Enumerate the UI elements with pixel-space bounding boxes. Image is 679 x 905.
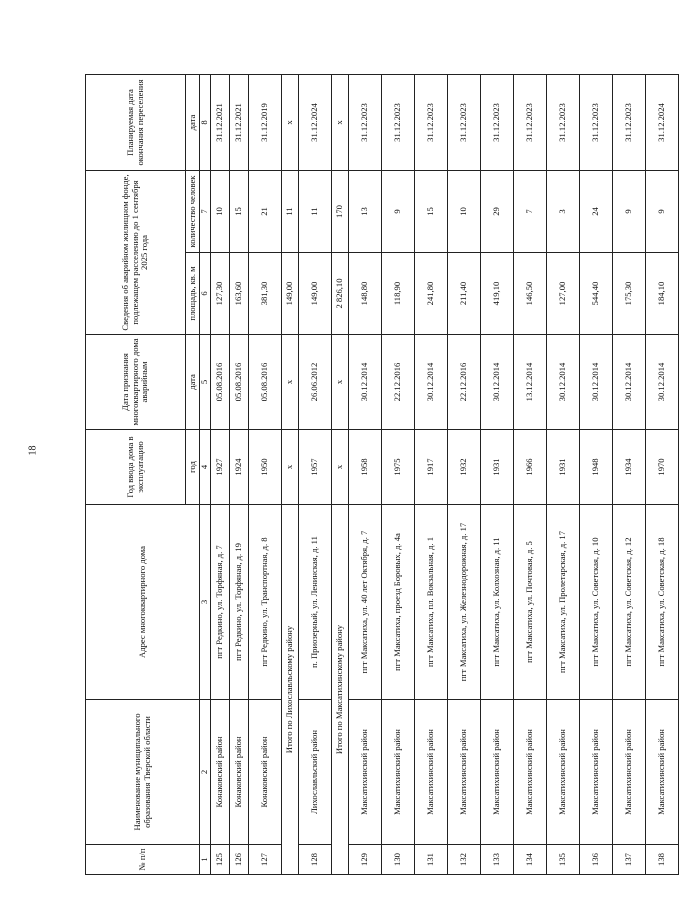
cell-address: пгт Максатиха, ул. Железнодорожная, д. 17 [448, 505, 481, 700]
cell-num: 135 [547, 845, 580, 875]
col-header-recognition: Дата признания многоквартирного дома аварийным [86, 335, 186, 430]
cell-year: 1931 [481, 430, 514, 505]
cell-year: x [332, 430, 349, 505]
column-index: 3 [200, 505, 211, 700]
cell-num: 125 [211, 845, 230, 875]
cell-year: 1932 [448, 430, 481, 505]
cell-area: 163,60 [230, 253, 249, 335]
cell-end: 31.12.2024 [646, 75, 679, 171]
cell-people: 24 [580, 171, 613, 253]
table-row [580, 75, 613, 875]
table-row [349, 75, 382, 875]
cell-people: 9 [613, 171, 646, 253]
cell-area: 146,50 [514, 253, 547, 335]
cell-address: пгт Максатиха, пл. Вокзальная, д. 1 [415, 505, 448, 700]
sub-header-people: количество человек [186, 171, 200, 253]
cell-area: 127,30 [211, 253, 230, 335]
cell-area: 184,10 [646, 253, 679, 335]
cell-people: 11 [299, 171, 332, 253]
cell-people: 15 [230, 171, 249, 253]
page-number: 18 [27, 445, 39, 456]
table-row [646, 75, 679, 875]
cell-people: 21 [249, 171, 282, 253]
table-row [514, 75, 547, 875]
cell-municipality: Максатихинский район [613, 700, 646, 845]
cell-year: 1957 [299, 430, 332, 505]
cell-address: пгт Максатиха, проезд Боровых, д. 4а [382, 505, 415, 700]
cell-people: 13 [349, 171, 382, 253]
cell-end: 31.12.2023 [382, 75, 415, 171]
table-row [415, 75, 448, 875]
cell-num: 127 [249, 845, 282, 875]
cell-num: 130 [382, 845, 415, 875]
cell-num: 131 [415, 845, 448, 875]
sub-header-area: площадь, кв. м [186, 253, 200, 335]
cell-people: 170 [332, 171, 349, 253]
cell-date: 30.12.2014 [646, 335, 679, 430]
cell-address: пгт Максатиха, ул. Советская, д. 18 [646, 505, 679, 700]
cell-municipality: Максатихинский район [514, 700, 547, 845]
cell-num: 128 [299, 845, 332, 875]
column-index: 2 [200, 700, 211, 845]
rotated-page [85, 75, 667, 875]
cell-end: 31.12.2023 [580, 75, 613, 171]
header-row [86, 75, 186, 875]
cell-people: 3 [547, 171, 580, 253]
cell-people: 7 [514, 171, 547, 253]
cell-municipality: Лихославльский район [299, 700, 332, 845]
table-row [613, 75, 646, 875]
table-row [481, 75, 514, 875]
column-index: 1 [200, 845, 211, 875]
cell-date: 13.12.2014 [514, 335, 547, 430]
table-row [382, 75, 415, 875]
cell-date: 30.12.2014 [613, 335, 646, 430]
cell-people: 11 [282, 171, 299, 253]
cell-num: 126 [230, 845, 249, 875]
cell-people: 10 [448, 171, 481, 253]
cell-address: пгт Максатиха, ул. Советская, д. 12 [613, 505, 646, 700]
cell-date: 22.12.2016 [448, 335, 481, 430]
cell-date: 30.12.2014 [580, 335, 613, 430]
cell-num: 136 [580, 845, 613, 875]
cell-municipality: Максатихинский район [547, 700, 580, 845]
cell-num: 129 [349, 845, 382, 875]
cell-num: 133 [481, 845, 514, 875]
cell-municipality: Максатихинский район [481, 700, 514, 845]
cell-municipality: Максатихинский район [382, 700, 415, 845]
cell-num: 132 [448, 845, 481, 875]
cell-address: пгт Максатиха, ул. Пролетарская, д. 17 [547, 505, 580, 700]
cell-area: 175,30 [613, 253, 646, 335]
cell-year: 1917 [415, 430, 448, 505]
table-body [211, 75, 679, 875]
cell-end: 31.12.2023 [547, 75, 580, 171]
cell-address: пгт Максатиха, ул. Колхозная, д. 11 [481, 505, 514, 700]
cell-date: 30.12.2014 [547, 335, 580, 430]
cell-people: 29 [481, 171, 514, 253]
cell-municipality: Максатихинский район [349, 700, 382, 845]
cell-date: 05.08.2016 [230, 335, 249, 430]
cell-area: 118,90 [382, 253, 415, 335]
col-header-num: № п/п [86, 845, 200, 875]
cell-area: 2 826,10 [332, 253, 349, 335]
cell-people: 9 [382, 171, 415, 253]
cell-date: 26.06.2012 [299, 335, 332, 430]
table-row [448, 75, 481, 875]
cell-area: 148,80 [349, 253, 382, 335]
cell-end: x [332, 75, 349, 171]
cell-date: x [282, 335, 299, 430]
cell-address: пгт Максатиха, ул. 40 лет Октября, д. 7 [349, 505, 382, 700]
cell-end: 31.12.2023 [613, 75, 646, 171]
cell-end: 31.12.2023 [448, 75, 481, 171]
cell-num: 134 [514, 845, 547, 875]
cell-year: 1931 [547, 430, 580, 505]
resettlement-table [85, 74, 679, 875]
table-row [547, 75, 580, 875]
cell-address: пгт Редкино, ул. Торфяная, д. 7 [211, 505, 230, 700]
sub-header-date: дата [186, 335, 200, 430]
cell-area: 149,00 [282, 253, 299, 335]
column-index: 5 [200, 335, 211, 430]
cell-end: 31.12.2023 [349, 75, 382, 171]
cell-people: 15 [415, 171, 448, 253]
cell-people: 10 [211, 171, 230, 253]
col-header-municipality: Наименование муниципального образования Тверской области [86, 700, 200, 845]
cell-num: 138 [646, 845, 679, 875]
cell-year: 1927 [211, 430, 230, 505]
cell-date: 05.08.2016 [211, 335, 230, 430]
cell-area: 211,40 [448, 253, 481, 335]
cell-num: 137 [613, 845, 646, 875]
column-index-row [200, 75, 211, 875]
cell-end: x [282, 75, 299, 171]
total-label: Итого по Лихославльскому району [282, 505, 299, 875]
cell-date: 30.12.2014 [481, 335, 514, 430]
cell-year: 1950 [249, 430, 282, 505]
cell-address: пгт Максатиха, ул. Советская, д. 10 [580, 505, 613, 700]
cell-people: 9 [646, 171, 679, 253]
cell-address: пгт Редкино, ул. Торфяная, д. 19 [230, 505, 249, 700]
col-header-address: Адрес многоквартирного дома [86, 505, 200, 700]
column-index: 8 [200, 75, 211, 171]
cell-date: 22.12.2016 [382, 335, 415, 430]
cell-end: 31.12.2021 [211, 75, 230, 171]
cell-end: 31.12.2023 [415, 75, 448, 171]
cell-area: 149,00 [299, 253, 332, 335]
cell-end: 31.12.2021 [230, 75, 249, 171]
cell-address: пгт Максатиха, ул. Почтовая, д. 5 [514, 505, 547, 700]
column-index: 6 [200, 253, 211, 335]
total-row [332, 75, 349, 875]
cell-year: 1975 [382, 430, 415, 505]
cell-year: 1934 [613, 430, 646, 505]
sub-header-planned: дата [186, 75, 200, 171]
cell-end: 31.12.2019 [249, 75, 282, 171]
table-row [249, 75, 282, 875]
cell-end: 31.12.2023 [481, 75, 514, 171]
cell-municipality: Максатихинский район [580, 700, 613, 845]
col-header-info-group: Сведения об аварийном жилищном фонде, подлежащем расселению до 1 сентября 2025 года [86, 171, 186, 335]
cell-year: 1948 [580, 430, 613, 505]
cell-date: x [332, 335, 349, 430]
col-header-year: Год ввода дома в эксплуатацию [86, 430, 186, 505]
table-row [211, 75, 230, 875]
cell-municipality: Максатихинский район [448, 700, 481, 845]
cell-year: 1958 [349, 430, 382, 505]
cell-address: пгт Редкино, ул. Транспортная, д. 8 [249, 505, 282, 700]
sub-header-year: год [186, 430, 200, 505]
cell-year: 1924 [230, 430, 249, 505]
cell-area: 544,40 [580, 253, 613, 335]
column-index: 7 [200, 171, 211, 253]
cell-address: п. Приозерный, ул. Ленинская, д. 11 [299, 505, 332, 700]
cell-area: 419,10 [481, 253, 514, 335]
total-row [282, 75, 299, 875]
cell-municipality: Конаковский район [211, 700, 230, 845]
cell-area: 127,00 [547, 253, 580, 335]
cell-end: 31.12.2024 [299, 75, 332, 171]
cell-area: 241,80 [415, 253, 448, 335]
cell-date: 05.08.2016 [249, 335, 282, 430]
total-label: Итого по Максатихинскому району [332, 505, 349, 875]
table-row [299, 75, 332, 875]
cell-date: 30.12.2014 [415, 335, 448, 430]
cell-area: 381,30 [249, 253, 282, 335]
cell-year: 1970 [646, 430, 679, 505]
column-index: 4 [200, 430, 211, 505]
col-header-planned: Планируемая дата окончания переселения [86, 75, 186, 171]
cell-year: 1966 [514, 430, 547, 505]
table-row [230, 75, 249, 875]
cell-municipality: Максатихинский район [646, 700, 679, 845]
cell-date: 30.12.2014 [349, 335, 382, 430]
cell-end: 31.12.2023 [514, 75, 547, 171]
cell-year: x [282, 430, 299, 505]
cell-municipality: Максатихинский район [415, 700, 448, 845]
cell-municipality: Конаковский район [249, 700, 282, 845]
cell-municipality: Конаковский район [230, 700, 249, 845]
